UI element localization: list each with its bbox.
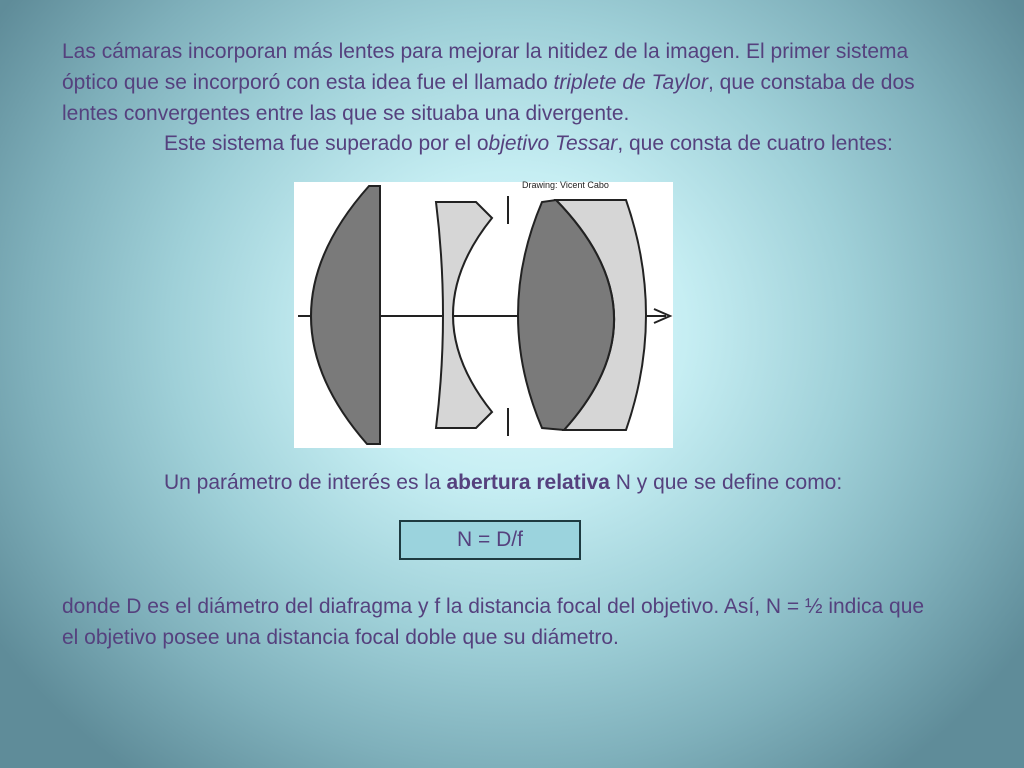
- tessar-text-2: , que consta de cuatro lentes:: [617, 132, 893, 155]
- aperture-text-1: Un parámetro de interés es la: [164, 471, 447, 494]
- aperture-bold-term: abertura relativa: [446, 471, 610, 494]
- aperture-text-2: N y que se define como:: [609, 471, 843, 494]
- tessar-italic-term: bjetivo Tessar: [488, 132, 618, 155]
- lens-1-convergent: [311, 186, 380, 444]
- tessar-text-1: Este sistema fue superado por el o: [164, 132, 489, 155]
- lens-drawing: [294, 182, 673, 448]
- intro-paragraph: [62, 36, 962, 129]
- aperture-paragraph: [164, 467, 984, 498]
- conclusion-paragraph: donde D es el diámetro del diafragma y f la distancia focal del objetivo. Así, N = ½ indica que el objetivo posee una distancia focal doble que su diámetro.: [62, 595, 925, 649]
- tessar-paragraph: [164, 128, 984, 159]
- tessar-lens-diagram: [294, 182, 673, 448]
- intro-text-1: Las cámaras incorporan más lentes para mejorar la nitidez de la imagen. El primer sistema óptico que se incorporó con esta idea fue el llamado: [62, 40, 909, 94]
- intro-text-2: , que constaba de dos lentes convergentes entre las que se situaba una divergente.: [62, 71, 915, 125]
- formula-box: N = D/f: [399, 520, 581, 560]
- drawing-credit: Drawing: Vicent Cabo: [522, 180, 609, 190]
- intro-italic-term: triplete de Taylor: [553, 71, 708, 94]
